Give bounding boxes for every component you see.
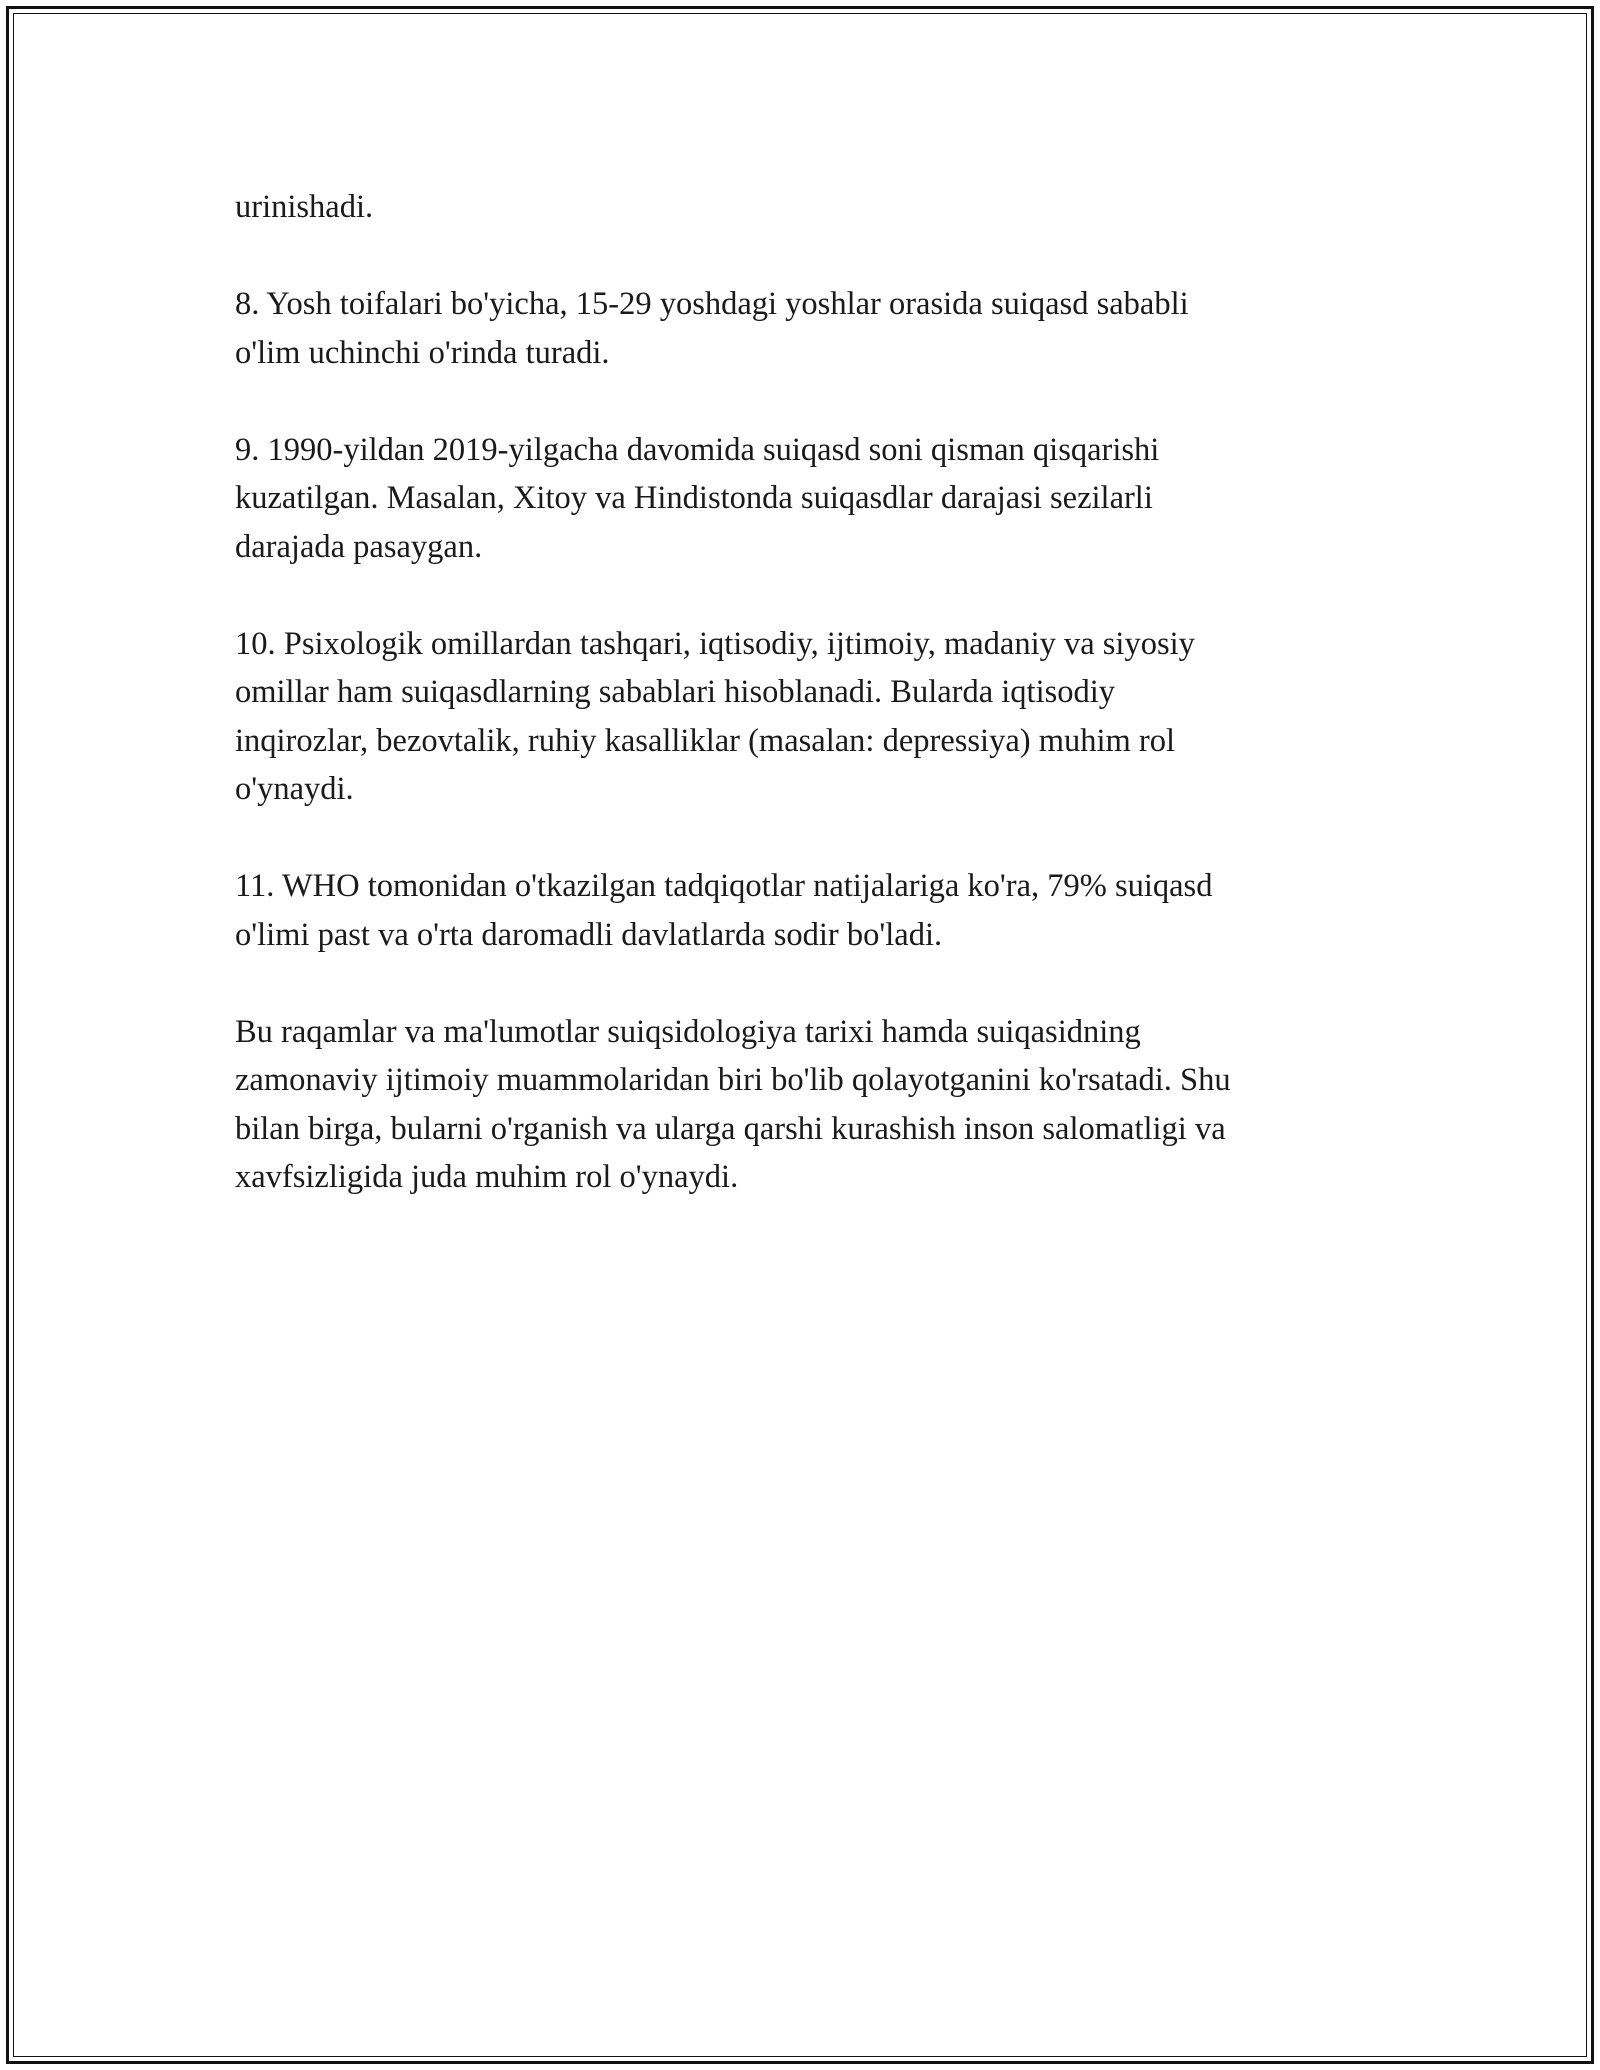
list-item-11: 11. WHO tomonidan o'tkazilgan tadqiqotlar natijalariga ko'ra, 79% suiqasd o'limi past va o'rta daromadli davlatlarda sodir bo'ladi. [235, 868, 1213, 953]
list-item-10: 10. Psixologik omillardan tashqari, iqtisodiy, ijtimoiy, madaniy va siyosiy omillar ham suiqasdlarning sabablari hisoblanadi. Bularda iqtisodiy inqirozlar, bezovtalik, ruhiy kasalliklar (masalan: depressiya) muhim rol o'ynaydi. [235, 625, 1195, 807]
paragraph-continuation: urinishadi. [235, 189, 374, 225]
document-body [235, 183, 1385, 1250]
list-item-8: 8. Yosh toifalari bo'yicha, 15-29 yoshdagi yoshlar orasida suiqasd sababli o'lim uchinchi o'rinda turadi. [235, 286, 1189, 371]
paragraph-conclusion: Bu raqamlar va ma'lumotlar suiqsidologiya tarixi hamda suiqasidning zamonaviy ijtimoiy muammolaridan biri bo'lib qolayotganini ko'rsatadi. Shu bilan birga, bularni o'rganish va ularga qarshi kurashish inson salomatligi va xavfsizligida juda muhim rol o'ynaydi. [235, 1013, 1231, 1195]
list-item-9: 9. 1990-yildan 2019-yilgacha davomida suiqasd soni qisman qisqarishi kuzatilgan. Masalan, Xitoy va Hindistonda suiqasdlar darajasi sezilarli darajada pasaygan. [235, 431, 1160, 565]
